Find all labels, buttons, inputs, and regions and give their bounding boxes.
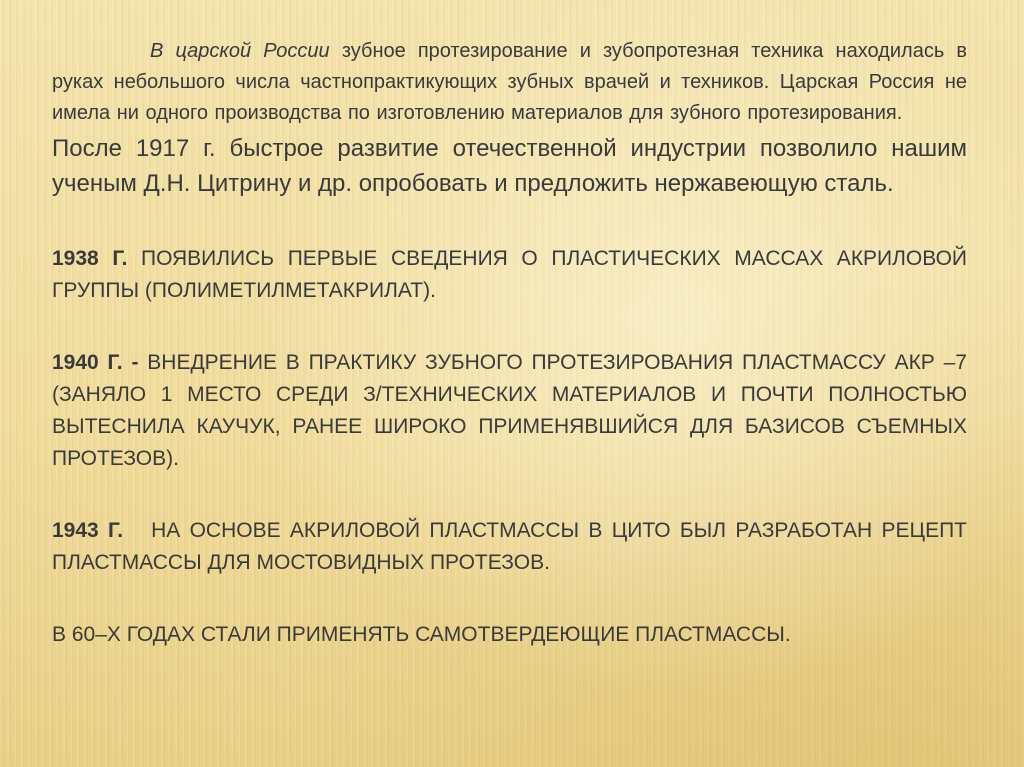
intro-text: зубное протезирование и зубопротезная техника находилась в руках небольшого числа частнопрактикующих зубных врачей и техников. Царская Россия не имела ни одного производства по изготовлению материалов для зубного протезирования. <box>52 40 967 124</box>
spacer <box>52 307 967 347</box>
after-1917-paragraph: После 1917 г. быстрое развитие отечественной индустрии позволило нашим ученым Д.Н. Цитрину и др. опробовать и предложить нержавеющую сталь. <box>52 135 967 197</box>
intro-italic-lead: В царской России <box>150 40 330 62</box>
item-1938-year: 1938 Г. <box>52 247 128 270</box>
item-1943-year: 1943 Г. <box>52 519 124 542</box>
item-1943-paragraph <box>52 515 973 579</box>
item-1940-paragraph <box>52 347 967 475</box>
item-1943-text: НА ОСНОВЕ АКРИЛОВОЙ ПЛАСТМАССЫ В ЦИТО БЫЛ РАЗРАБОТАН РЕЦЕПТ ПЛАСТМАССЫ ДЛЯ МОСТОВИДНЫХ ПРОТЕЗОВ. <box>52 519 973 574</box>
spacer <box>52 201 967 243</box>
spacer <box>52 579 967 619</box>
item-60s-paragraph: В 60–Х ГОДАХ СТАЛИ ПРИМЕНЯТЬ САМОТВЕРДЕЮЩИЕ ПЛАСТМАССЫ. <box>52 623 791 646</box>
intro-paragraph <box>52 36 967 129</box>
item-1938-text: ПОЯВИЛИСЬ ПЕРВЫЕ СВЕДЕНИЯ О ПЛАСТИЧЕСКИХ МАССАХ АКРИЛОВОЙ ГРУППЫ (ПОЛИМЕТИЛМЕТАКРИЛАТ). <box>52 247 967 302</box>
item-1940-year: 1940 Г. - <box>52 351 139 374</box>
spacer <box>52 475 967 515</box>
item-1940-text: ВНЕДРЕНИЕ В ПРАКТИКУ ЗУБНОГО ПРОТЕЗИРОВАНИЯ ПЛАСТМАССУ АКР –7 (ЗАНЯЛО 1 МЕСТО СРЕДИ З/ТЕХНИЧЕСКИХ МАТЕРИАЛОВ И ПОЧТИ ПОЛНОСТЬЮ ВЫТЕСНИЛА КАУЧУК, РАНЕЕ ШИРОКО ПРИМЕНЯВШИЙСЯ ДЛЯ БАЗИСОВ СЪЕМНЫХ ПРОТЕЗОВ). <box>52 351 967 470</box>
slide-content <box>52 36 973 651</box>
item-1938-paragraph <box>52 243 967 307</box>
